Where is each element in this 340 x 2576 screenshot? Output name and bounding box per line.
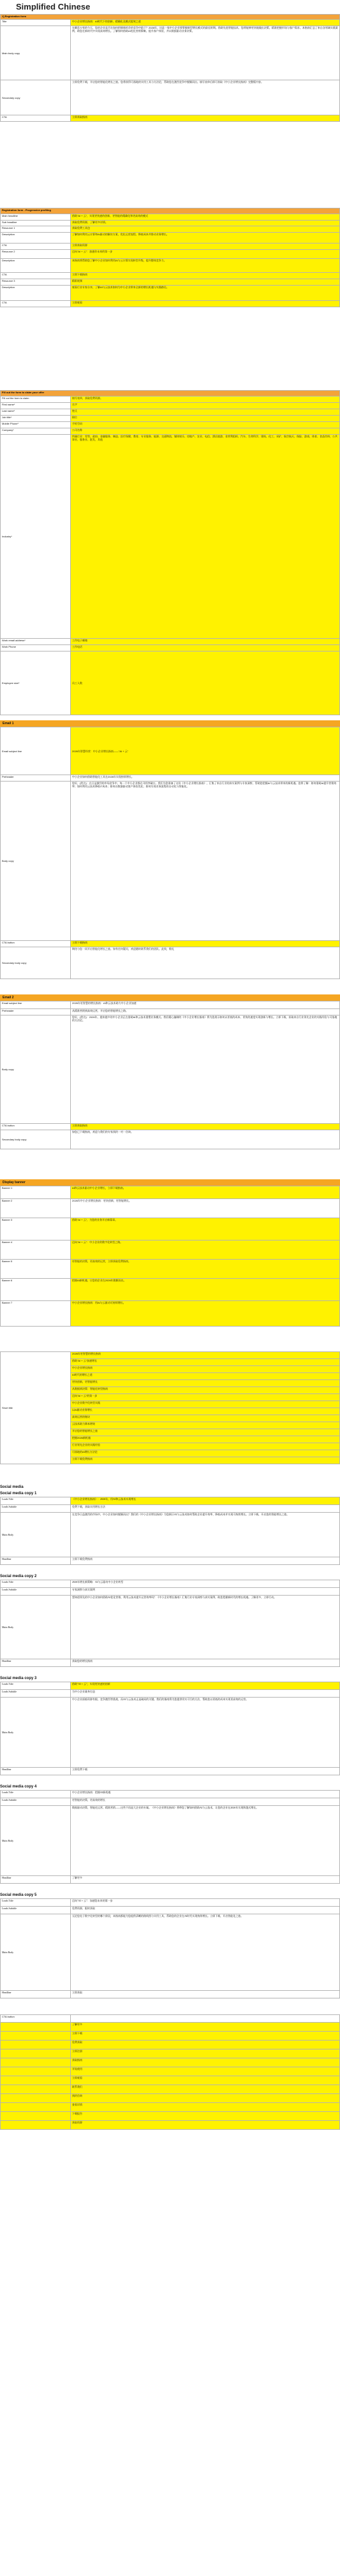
table-row	[1, 273, 340, 279]
table-row	[1, 397, 340, 403]
table-row	[1, 1557, 340, 1565]
row-value: 免费资源，限时获取	[71, 1907, 340, 1914]
cta-option: 了解更多	[71, 2023, 340, 2032]
row-label: Banner 5	[1, 1260, 71, 1279]
row-label: Secondary body copy	[1, 1130, 71, 1149]
table-row	[1, 1124, 340, 1130]
row-label: Banner 4	[1, 1241, 71, 1260]
list-item: 把握2026新机遇	[71, 1436, 340, 1443]
table-row	[1, 1505, 340, 1513]
row-label: Preheader	[1, 775, 71, 782]
section-header: Fill out the form to claim your offer	[1, 391, 340, 397]
row-value: 免费下载，获取实用增长方法	[71, 1505, 340, 1513]
row-label: Secondary body copy	[1, 947, 71, 979]
row-label: Leads Subtitle	[1, 1690, 71, 1698]
row-value: 立即获取指南	[71, 115, 340, 122]
list-item: 立即下载免费指南	[71, 1457, 340, 1464]
row-label: Resource 2	[1, 250, 71, 259]
list-item: 2026年更智慧的增长指南	[71, 1352, 340, 1359]
table-row	[1, 1690, 340, 1698]
table-row	[1, 727, 340, 775]
table-row	[1, 1352, 340, 1359]
row-value: 更智能的决策，更高效的运营，立即获取免费指南。	[71, 1260, 340, 1279]
list-item: 开启您的智能增长之旅	[71, 1429, 340, 1436]
table-row	[1, 782, 340, 941]
row-label: Title	[1, 20, 71, 26]
table-row	[1, 1241, 340, 1260]
row-label: Description	[1, 259, 71, 273]
table-row	[1, 2094, 340, 2103]
row-value: AI和云技术驱动中小企业增长，立即下载指南。	[71, 1186, 340, 1199]
table-row	[1, 651, 340, 715]
table-row	[1, 403, 340, 409]
list-item: 云技术助力降本增效	[71, 1422, 340, 1429]
table-row	[1, 244, 340, 250]
table-row	[1, 1588, 340, 1596]
row-value: 您好，{姓名}：2026年，越来越多的中小企业正在借助AI和云技术重塑业务模式。我们精心编制的《中小企业增长指南》将为您展示如何以更低的成本、更快的速度实现创新与增长。立即下载，获取来自行业领先企业的实践经验与可落地的方法论。	[71, 1015, 340, 1124]
row-value: 工作电话	[71, 645, 340, 651]
table-row	[1, 1260, 340, 1279]
table-row	[1, 2076, 340, 2085]
social-copy-table	[0, 1497, 340, 1565]
section-bar	[0, 994, 340, 1001]
row-value: 《中小企业增长指南》：2026年，用AI和云技术实现增长	[71, 1497, 340, 1505]
row-label: Job title*	[1, 416, 71, 422]
cta-option: 预约咨询	[71, 2094, 340, 2103]
row-label: Resource 1	[1, 226, 71, 233]
table-row	[1, 2058, 340, 2067]
table-row	[1, 279, 340, 286]
table-row	[1, 1009, 340, 1015]
cta-option: 立即注册	[71, 2049, 340, 2058]
table-row	[1, 1130, 340, 1149]
table-row	[1, 286, 340, 301]
cta-button-table	[0, 2014, 340, 2130]
row-value: 手机号码	[71, 422, 340, 428]
spacer-cell	[1, 2094, 71, 2103]
row-value: 立即下载指南	[71, 273, 340, 279]
row-label: CTA button	[1, 2015, 71, 2023]
row-label: Headline	[1, 1557, 71, 1565]
table-row	[1, 1513, 340, 1557]
table-row	[1, 2112, 340, 2121]
table-row	[1, 639, 340, 645]
list-item: 更快创新，更智能增长	[71, 1380, 340, 1387]
social-copy-table	[0, 1898, 340, 1998]
row-value: 中小企业增长指南：AI时代下的创新、精确化及模式提效之道	[71, 20, 340, 26]
table-row	[1, 80, 340, 115]
cta-option: 获取指南	[71, 2058, 340, 2067]
row-value: 为中小企业量身打造	[71, 1690, 340, 1698]
row-label: CTA	[1, 115, 71, 122]
row-label: CTA button	[1, 941, 71, 947]
row-value: 工作电子邮箱	[71, 639, 340, 645]
list-item: 借助"AI + 云"加速增长	[71, 1359, 340, 1366]
spacer-cell	[1, 2041, 71, 2049]
row-value: 您好，{姓名}：在日益激烈的市场竞争中，每一个中小企业都在寻找突破口。我们为您准备了这份《中小企业增长指南》，汇集了来自行业的真实案例与专家洞察，帮助您把握AI与云技术带来的新机遇。您将了解：如何借助AI提升营销效率；如何利用云技术降低IT成本；如何以数据驱动客户体验优化；如何实现业务流程的自动化与智能化。	[71, 782, 340, 941]
row-value: 如您已下载指南，欢迎与我们的专家预约一对一咨询。	[71, 1130, 340, 1149]
table-row	[1, 1798, 340, 1806]
row-value: 所属行业：零售、政府、金融服务、制造、医疗保健、教育、专业服务、能源、交通物流、媒体娱乐、房地产、农业、电信、酒店旅游、非营利组织、汽车、生命科学、建筑、化工、采矿、航空航天、保险、游戏、体育、食品饮料、公共事业、服务业、批发、其他	[71, 435, 340, 639]
table-row	[1, 2121, 340, 2130]
table-row	[1, 2015, 340, 2023]
row-label: Banner 6	[1, 1279, 71, 1301]
social-media-heading: Social media	[0, 1485, 24, 1489]
row-value: 精彩视频	[71, 279, 340, 286]
row-value: 公司名称	[71, 428, 340, 435]
list-item: 从数据到决策：智能化转型指南	[71, 1387, 340, 1394]
table-row	[1, 221, 340, 226]
section-header-row	[1, 208, 340, 214]
table-row	[1, 1899, 340, 1907]
spacer-cell	[71, 2015, 340, 2023]
table-row	[1, 2049, 340, 2058]
row-value: 了解如何利用云计算和AI驱动的解决方案，优化运营流程、降低成本并推动业务增长。	[71, 233, 340, 244]
row-label: Industry*	[1, 435, 71, 639]
table-row	[1, 250, 340, 259]
row-value: 获取您的增长指南	[71, 1659, 340, 1667]
table-row	[1, 1580, 340, 1588]
table-row	[1, 20, 340, 26]
row-label: Leads Title	[1, 1899, 71, 1907]
table-row	[1, 1659, 340, 1667]
table-row	[1, 1301, 340, 1327]
cta-option: 开始使用	[71, 2067, 340, 2076]
section-header: Registration form - Progressive profiling	[1, 208, 340, 214]
table-row	[1, 1001, 340, 1009]
social-copy-table	[0, 1682, 340, 1775]
section-bar	[0, 1179, 340, 1186]
table-row	[1, 1596, 340, 1659]
row-value: 姓氏	[71, 409, 340, 416]
row-label: Leads Title	[1, 1497, 71, 1505]
spacer-cell	[1, 2058, 71, 2067]
row-value: 中小企业增长指南：把握AI新机遇	[71, 1791, 340, 1798]
row-label: Leads Subtitle	[1, 1588, 71, 1596]
table-row	[1, 233, 340, 244]
row-value: 立即观看	[71, 301, 340, 307]
row-label: Work email address*	[1, 639, 71, 645]
list-item: 迈向"AI + 云"的第一步	[71, 1394, 340, 1401]
list-item: 中小企业数字化转型实践	[71, 1401, 340, 1408]
social-copy-title: Social media copy 2	[0, 1575, 37, 1578]
spacer-cell	[1, 2076, 71, 2085]
row-label: Body copy	[1, 782, 71, 941]
table-row	[1, 2067, 340, 2076]
spacer-cell	[1, 2023, 71, 2032]
document-title: Simplified Chinese	[16, 2, 91, 11]
section-title: Email 2	[3, 996, 14, 1000]
table-row	[1, 214, 340, 221]
section-header-row	[1, 15, 340, 20]
row-label: Main Body	[1, 1914, 71, 1991]
spacer-cell	[1, 2103, 71, 2112]
row-label: Banner 1	[1, 1186, 71, 1199]
table-row	[1, 1199, 340, 1218]
table-row	[1, 1218, 340, 1241]
row-value: 观看行业专家分享，了解AI与云技术如何为中小企业带来全新的增长机遇与实践路径。	[71, 286, 340, 301]
row-value: 了解更多	[71, 1876, 340, 1884]
table-row	[1, 115, 340, 122]
lead-form-table	[0, 390, 340, 715]
cta-option: 联系我们	[71, 2085, 340, 2094]
table-row	[1, 409, 340, 416]
table-row	[1, 2023, 340, 2032]
email-1-table	[0, 727, 340, 979]
section-bar	[0, 720, 340, 727]
row-value: 名字	[71, 403, 340, 409]
row-value: 本指南将帮助您了解中小企业如何利用AI与云计算实现转型升级，提升整体竞争力。	[71, 259, 340, 273]
row-value: 借助"AI + 云"，实现更快速的创新	[71, 1682, 340, 1690]
row-label: Body copy	[1, 1015, 71, 1124]
spacer-cell	[1, 2049, 71, 2058]
row-label: Fill out the form to claim	[1, 397, 71, 403]
table-row	[1, 2085, 340, 2094]
list-item: 可落地的AI增长方法论	[71, 1450, 340, 1457]
row-label: Banner 2	[1, 1199, 71, 1218]
row-label: Leads Subtitle	[1, 1505, 71, 1513]
row-value: 数据驱动决策、智能化运营、精准营销——这些不再是大企业的专属。《中小企业增长指南》将带您了解如何借助AI与云技术，让您的企业在2026年实现跨越式增长。	[71, 1806, 340, 1876]
row-value: 立即免费下载，开启您的智能化增长之旅。您将获得可落地的实用工具与方法论，帮助您在激烈竞争中脱颖而出。填写表单后即可获取《中小企业增长指南》完整版内容。	[71, 80, 340, 115]
table-row	[1, 1682, 340, 1690]
row-value: 在竞争日益激烈的市场中，中小企业如何脱颖而出？我们的《中小企业增长指南》为您揭示AI与云技术如何帮助企业提升效率、降低成本并实现可持续增长。立即下载，开启您的智能增长之旅。	[71, 1513, 340, 1557]
row-value: 更智能的决策，更高效的增长	[71, 1798, 340, 1806]
list-item: 中小企业增长指南	[71, 1366, 340, 1373]
table-row	[1, 259, 340, 273]
social-copy-title: Social media copy 5	[0, 1893, 37, 1897]
table-row	[1, 428, 340, 435]
row-value: 2026年更智慧的增长指南：AI和云技术助力中小企业加速	[71, 1001, 340, 1009]
row-label: Main body copy	[1, 26, 71, 80]
row-label: Leads Title	[1, 1580, 71, 1588]
email-2-table	[0, 1001, 340, 1149]
row-value: 立即免费下载	[71, 1768, 340, 1775]
spacer-cell	[1, 2121, 71, 2130]
row-label: Headline	[1, 1659, 71, 1667]
row-value: 迈向"AI + 云"：加速你未来的第一步	[71, 250, 340, 259]
row-label: Email subject line	[1, 727, 71, 775]
row-label: Main Body	[1, 1698, 71, 1768]
row-value: 借助"AI + 云"，为您的业务开启新篇章。	[71, 1218, 340, 1241]
row-value: 2026年智慧经营：中小企业增长指南——"AI + 云"	[71, 727, 340, 775]
row-label: Resource 3	[1, 279, 71, 286]
table-row	[1, 2032, 340, 2041]
row-label: Description	[1, 286, 71, 301]
row-label: Main Body	[1, 1513, 71, 1557]
row-value: 无论您处于数字化转型的哪个阶段，本指南都能为您提供清晰的路线图与实用工具，帮助您的企业在AI时代实现持续增长。立即下载，开启智能化之旅。	[71, 1914, 340, 1991]
row-value: 立即下载免费指南	[71, 1557, 340, 1565]
table-row	[1, 1914, 340, 1991]
row-value: 职位	[71, 416, 340, 422]
row-label: Banner 7	[1, 1301, 71, 1327]
row-label: Last name*	[1, 409, 71, 416]
row-label: Email subject line	[1, 1001, 71, 1009]
table-row	[1, 435, 340, 639]
list-item: 高效运营的秘诀	[71, 1415, 340, 1422]
row-label: Leads Title	[1, 1791, 71, 1798]
row-label: CTA	[1, 244, 71, 250]
spacer-cell	[1, 2067, 71, 2076]
row-label: CTA	[1, 273, 71, 279]
row-value: 期待与您一同开启智能化增长之旅。如有任何疑问，欢迎随时联系我们的团队。此致，敬礼	[71, 947, 340, 979]
row-label: Mobile Phone*	[1, 422, 71, 428]
row-value: 借助"AI + 云"，实现更快速的创新、更智能的精确化和更高效的模式	[71, 214, 340, 221]
table-row	[1, 941, 340, 947]
table-row	[1, 775, 340, 782]
spacer-cell	[1, 2085, 71, 2094]
short-title-table	[0, 1351, 340, 1464]
table-row	[1, 2103, 340, 2112]
social-copy-table	[0, 1790, 340, 1884]
registration-form-table	[0, 14, 340, 122]
cta-option: 下载报告	[71, 2112, 340, 2121]
row-value: 获取免费资源，了解更多详情。	[71, 221, 340, 226]
row-value: 迈向"AI + 云"：中小企业的数字化转型之路。	[71, 1241, 340, 1260]
table-row	[1, 422, 340, 428]
list-item: 行业领先企业的实践经验	[71, 1443, 340, 1450]
row-label: Short title	[1, 1352, 71, 1464]
row-label: Headline	[1, 1876, 71, 1884]
table-row	[1, 1791, 340, 1798]
display-banner-table	[0, 1186, 340, 1327]
row-value: 立即获取资源	[71, 244, 340, 250]
table-row	[1, 1907, 340, 1914]
row-value: 从精准营销到高效运营，开启您的智能增长之路。	[71, 1009, 340, 1015]
row-value: 立即获取	[71, 1991, 340, 1998]
cta-option: 立即观看	[71, 2076, 340, 2085]
row-label: Main Body	[1, 1806, 71, 1876]
spacer-cell	[1, 2112, 71, 2121]
table-row	[1, 1991, 340, 1998]
cta-option: 立即下载	[71, 2032, 340, 2041]
row-value: 立即获取指南	[71, 1124, 340, 1130]
row-value: 想知道领先的中小企业如何借助AI优化营销、利用云技术提升运营效率吗？《中小企业增长指南》汇集行业专家洞察与真实案例，助您把握新时代的增长机遇。了解更多，立即行动。	[71, 1596, 340, 1659]
row-label: Banner 3	[1, 1218, 71, 1241]
row-label: First name*	[1, 403, 71, 409]
row-label: Sub headline	[1, 221, 71, 226]
row-label: Main Body	[1, 1596, 71, 1659]
row-value: 获取免费工具包	[71, 226, 340, 233]
row-value: 把握AI新机遇，让您的企业在2026年脱颖而出。	[71, 1279, 340, 1301]
table-row	[1, 226, 340, 233]
table-row	[1, 1015, 340, 1124]
row-value: 中小企业面临资源有限、竞争激烈等挑战，而AI与云技术正是破局的关键。我们的指南将为您提供切实可行的方法，帮助您以更低的成本实现更高效的运营。	[71, 1698, 340, 1768]
row-label: Headline	[1, 1991, 71, 1998]
progressive-profiling-table	[0, 208, 340, 307]
table-row	[1, 26, 340, 80]
row-label: Company*	[1, 428, 71, 435]
cta-option: 查看详情	[71, 2103, 340, 2112]
table-row	[1, 416, 340, 422]
table-row	[1, 1698, 340, 1768]
social-copy-title: Social media copy 1	[0, 1492, 37, 1495]
row-value: 专家洞察与真实案例	[71, 1588, 340, 1596]
row-label: Work Phone	[1, 645, 71, 651]
row-label: Headline	[1, 1768, 71, 1775]
spacer-cell	[1, 2032, 71, 2041]
table-row	[1, 301, 340, 307]
row-label: Leads Subtitle	[1, 1798, 71, 1806]
row-label: Secondary copy	[1, 80, 71, 115]
row-value: 2026年增长新策略：AI与云驱动中小企业转型	[71, 1580, 340, 1588]
row-value: 立即下载指南	[71, 941, 340, 947]
document-title-bar	[0, 0, 340, 14]
social-copy-table	[0, 1580, 340, 1667]
section-header-row	[1, 391, 340, 397]
table-row	[1, 1279, 340, 1301]
section-header: 1] Registration form	[1, 15, 340, 20]
table-row	[1, 1186, 340, 1199]
table-row	[1, 947, 340, 979]
row-label: CTA button	[1, 1124, 71, 1130]
table-row	[1, 645, 340, 651]
table-row	[1, 1768, 340, 1775]
social-copy-title: Social media copy 3	[0, 1677, 37, 1680]
cta-option: 获取资源	[71, 2121, 340, 2130]
row-label: Description	[1, 233, 71, 244]
row-label: Preheader	[1, 1009, 71, 1015]
row-value: 中小企业如何借助智能化工具在2026年实现持续增长。	[71, 775, 340, 782]
row-label: Employee size*	[1, 651, 71, 715]
table-row	[1, 2041, 340, 2049]
row-value: 中小企业增长指南：用AI与云驱动可持续增长。	[71, 1301, 340, 1327]
table-row	[1, 1806, 340, 1876]
row-label: Main headline	[1, 214, 71, 221]
row-label: CTA	[1, 301, 71, 307]
row-value: 迈向"AI + 云"：加速您未来的第一步	[71, 1899, 340, 1907]
table-row	[1, 1876, 340, 1884]
social-copy-title: Social media copy 4	[0, 1785, 37, 1789]
list-item: AI时代的增长之道	[71, 1373, 340, 1380]
list-item: 以AI驱动业务增长	[71, 1408, 340, 1415]
section-title: Email 1	[3, 722, 14, 725]
row-value: 在瞬息万变的今天，您的企业是否在如何把握新机会的竞争中陷于？2026年，这是一家中小企业要掌握新型增长模式的最佳时期。借助先进智能技术，您将能够更快地做出决策、精准把握市场与客户需求。本指南汇总了来自各领域实践案例，助您在新时代中实现高效增长。了解如何借助AI优化营销策略，提升客户体验，并以数据驱动业务决策。	[71, 26, 340, 80]
row-label: Leads Subtitle	[1, 1907, 71, 1914]
table-row	[1, 1497, 340, 1505]
row-value: 2026年中小企业增长指南：更快创新，更智能增长。	[71, 1199, 340, 1218]
section-title: Display banner	[3, 1181, 26, 1184]
row-value: 填写表单，获取免费资源。	[71, 397, 340, 403]
cta-option: 免费获取	[71, 2041, 340, 2049]
row-label: Leads Title	[1, 1682, 71, 1690]
row-value: 员工人数	[71, 651, 340, 715]
